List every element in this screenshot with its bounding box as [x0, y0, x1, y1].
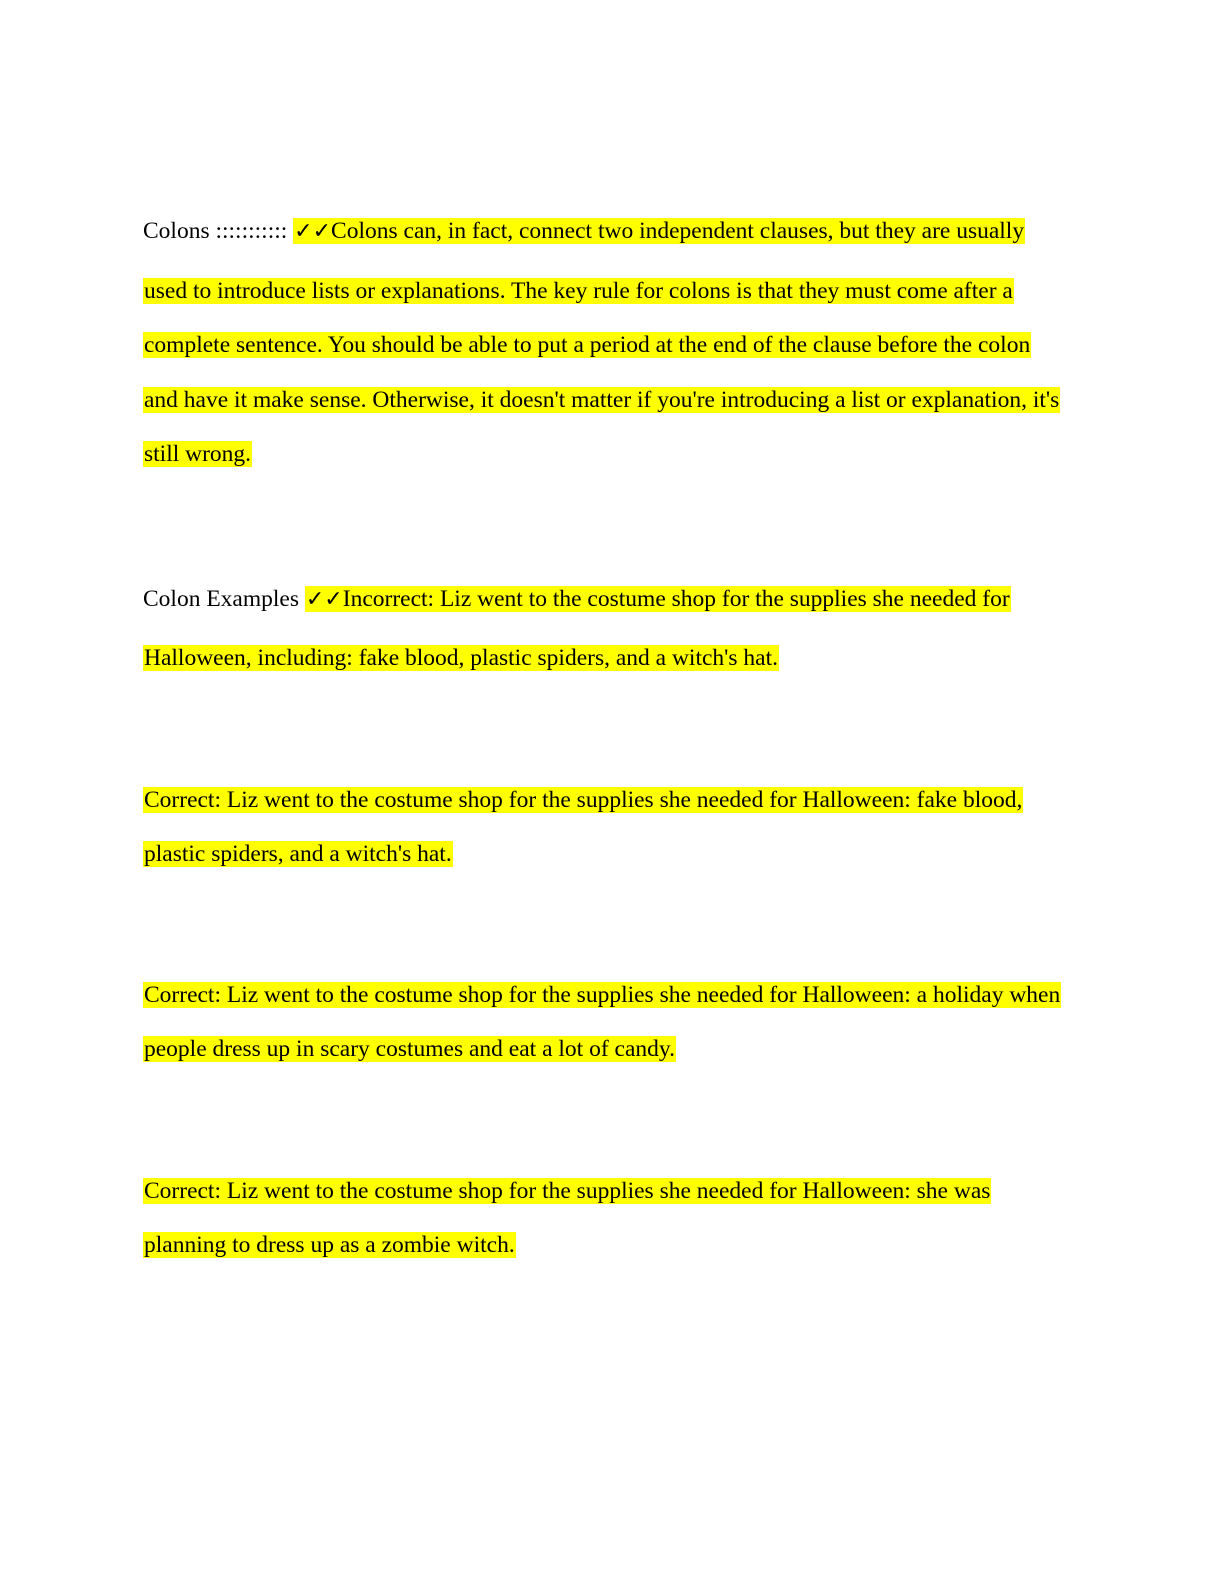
- correct-example-3-line-1: [143, 1176, 991, 1206]
- colons-text-line: still wrong.: [144, 441, 252, 467]
- examples-line-2: [143, 643, 779, 673]
- correct-example-text: Correct: Liz went to the costume shop for the supplies she needed for Halloween: she was: [144, 1178, 991, 1204]
- correct-example-text: Correct: Liz went to the costume shop for the supplies she needed for Halloween: fake blood,: [144, 787, 1023, 813]
- incorrect-example-text: Incorrect: Liz went to the costume shop for the supplies she needed for: [342, 586, 1010, 612]
- colons-text-line: and have it make sense. Otherwise, it doesn't matter if you're introducing a list or explanation, it's: [144, 387, 1060, 413]
- double-check-icon: ✓✓: [305, 587, 343, 612]
- colons-label: Colons :::::::::::: [143, 218, 288, 244]
- correct-example-text: people dress up in scary costumes and eat a lot of candy.: [144, 1036, 675, 1062]
- colons-line-3: [143, 330, 1031, 360]
- correct-example-text: planning to dress up as a zombie witch.: [144, 1232, 515, 1258]
- colons-line-4: [143, 385, 1060, 415]
- correct-example-text: Correct: Liz went to the costume shop for the supplies she needed for Halloween: a holiday when: [144, 982, 1061, 1008]
- colons-line-5: [143, 439, 252, 469]
- colons-text-line: complete sentence. You should be able to put a period at the end of the clause before the colon: [144, 332, 1031, 358]
- colons-line-2: [143, 276, 1014, 306]
- double-check-icon: ✓✓: [294, 219, 332, 244]
- correct-example-text: plastic spiders, and a witch's hat.: [144, 841, 452, 867]
- examples-label: Colon Examples: [143, 586, 299, 612]
- correct-example-2-line-2: [143, 1034, 676, 1064]
- correct-example-1-line-1: [143, 785, 1023, 815]
- colons-text-line: Colons can, in fact, connect two independent clauses, but they are usually: [331, 218, 1025, 244]
- correct-example-2-line-1: [143, 980, 1061, 1010]
- correct-example-3-line-2: [143, 1230, 516, 1260]
- examples-line-1: [143, 584, 1011, 615]
- correct-example-1-line-2: [143, 839, 453, 869]
- incorrect-example-text: Halloween, including: fake blood, plastic spiders, and a witch's hat.: [144, 645, 779, 671]
- colons-text-line: used to introduce lists or explanations. The key rule for colons is that they must come after a: [144, 278, 1013, 304]
- colons-line-1: [143, 216, 1025, 247]
